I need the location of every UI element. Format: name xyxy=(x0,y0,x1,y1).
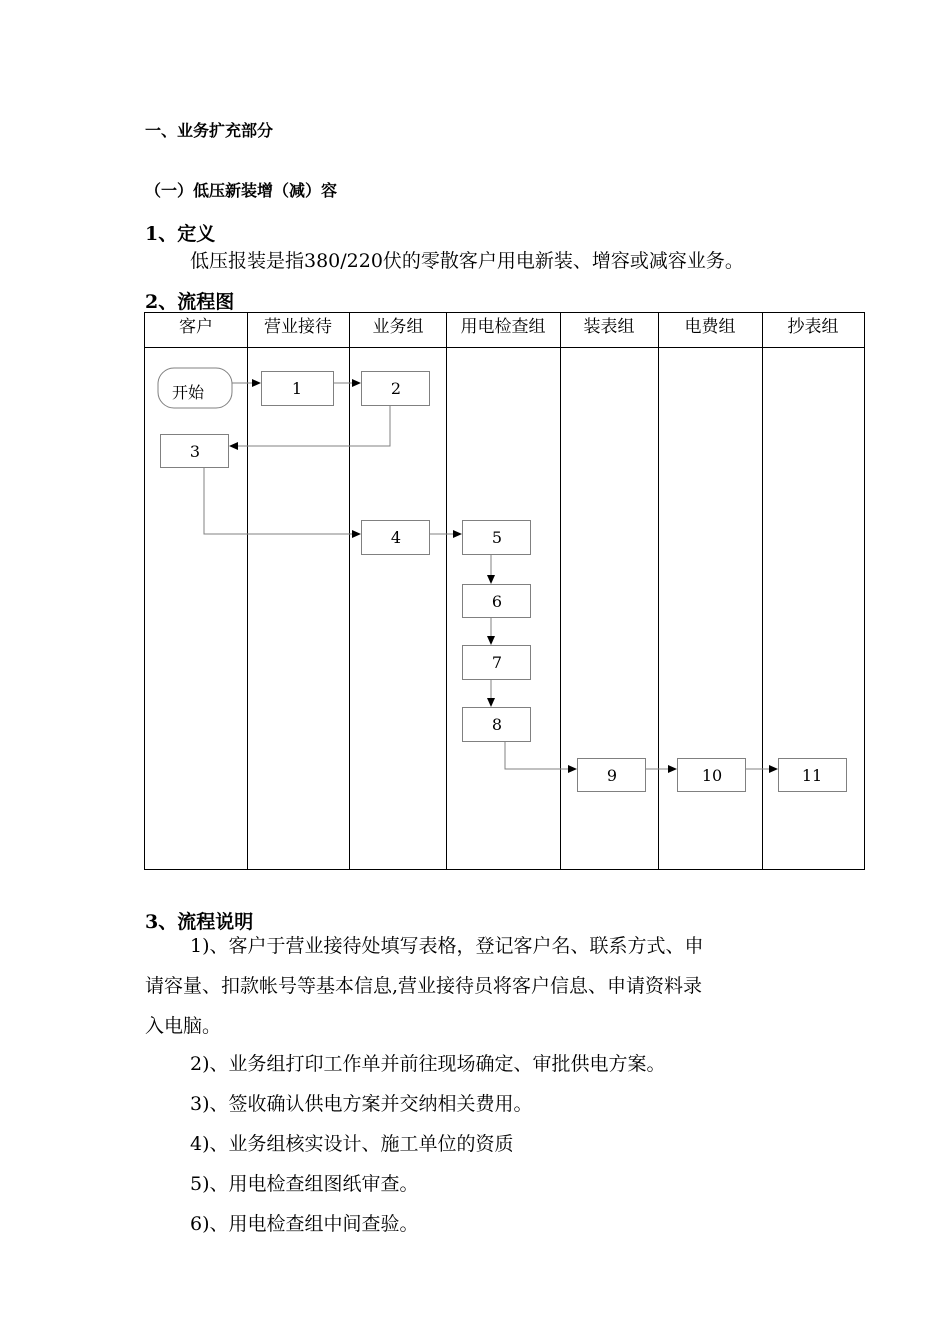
lane-header-reading: 抄表组 xyxy=(787,317,839,337)
lane-header-inspection: 用电检查组 xyxy=(460,317,546,337)
process-box-3-label: 3 xyxy=(189,442,201,461)
process-item-1-line: 1)、客户于营业接待处填写表格，登记客户名、联系方式、申 xyxy=(190,935,704,957)
process-items xyxy=(190,1044,666,1244)
process-item-3: 3)、签收确认供电方案并交纳相关费用。 xyxy=(190,1093,533,1115)
process-box-7-label: 7 xyxy=(491,653,503,672)
section-title: 一、业务扩充部分 xyxy=(145,121,274,140)
subsection-title: （一）低压新装增（减）容 xyxy=(145,181,338,200)
lane-header-business: 业务组 xyxy=(372,317,424,337)
process-item-6: 6)、用电检查组中间查验。 xyxy=(190,1213,419,1235)
process-box-11-label: 11 xyxy=(801,766,823,785)
process-box-8-label: 8 xyxy=(491,715,503,734)
process-item-2: 2)、业务组打印工作单并前往现场确定、审批供电方案。 xyxy=(190,1053,666,1075)
process-box-2-label: 2 xyxy=(390,379,402,398)
process-heading: 3、流程说明 xyxy=(145,911,254,933)
process-box-6-label: 6 xyxy=(491,592,503,611)
process-item-1-line: 请容量、扣款帐号等基本信息,营业接待员将客户信息、申请资料录 xyxy=(145,975,703,997)
connector-3-to-4 xyxy=(204,468,360,534)
lane-header-reception: 营业接待 xyxy=(264,317,332,337)
process-item-1 xyxy=(145,926,704,1046)
start-label: 开始 xyxy=(171,383,205,402)
definition-heading: 1、定义 xyxy=(145,223,216,245)
lane-header-billing: 电费组 xyxy=(684,317,736,337)
process-item-5: 5)、用电检查组图纸审查。 xyxy=(190,1173,419,1195)
process-box-1-label: 1 xyxy=(291,379,303,398)
process-box-5-label: 5 xyxy=(491,528,503,547)
process-box-9-label: 9 xyxy=(606,766,618,785)
process-box-4-label: 4 xyxy=(390,528,402,547)
flowchart-heading: 2、流程图 xyxy=(145,291,235,313)
lane-header-customer: 客户 xyxy=(179,317,213,337)
process-box-10-label: 10 xyxy=(701,766,723,785)
connector-8-to-9 xyxy=(505,742,576,769)
lane-header-metering: 装表组 xyxy=(583,317,635,337)
process-item-1-line: 入电脑。 xyxy=(145,1015,222,1037)
definition-text: 低压报装是指380/220伏的零散客户用电新装、增容或减容业务。 xyxy=(190,250,744,272)
connector-2-to-3 xyxy=(230,406,390,446)
process-item-4: 4)、业务组核实设计、施工单位的资质 xyxy=(190,1133,514,1155)
